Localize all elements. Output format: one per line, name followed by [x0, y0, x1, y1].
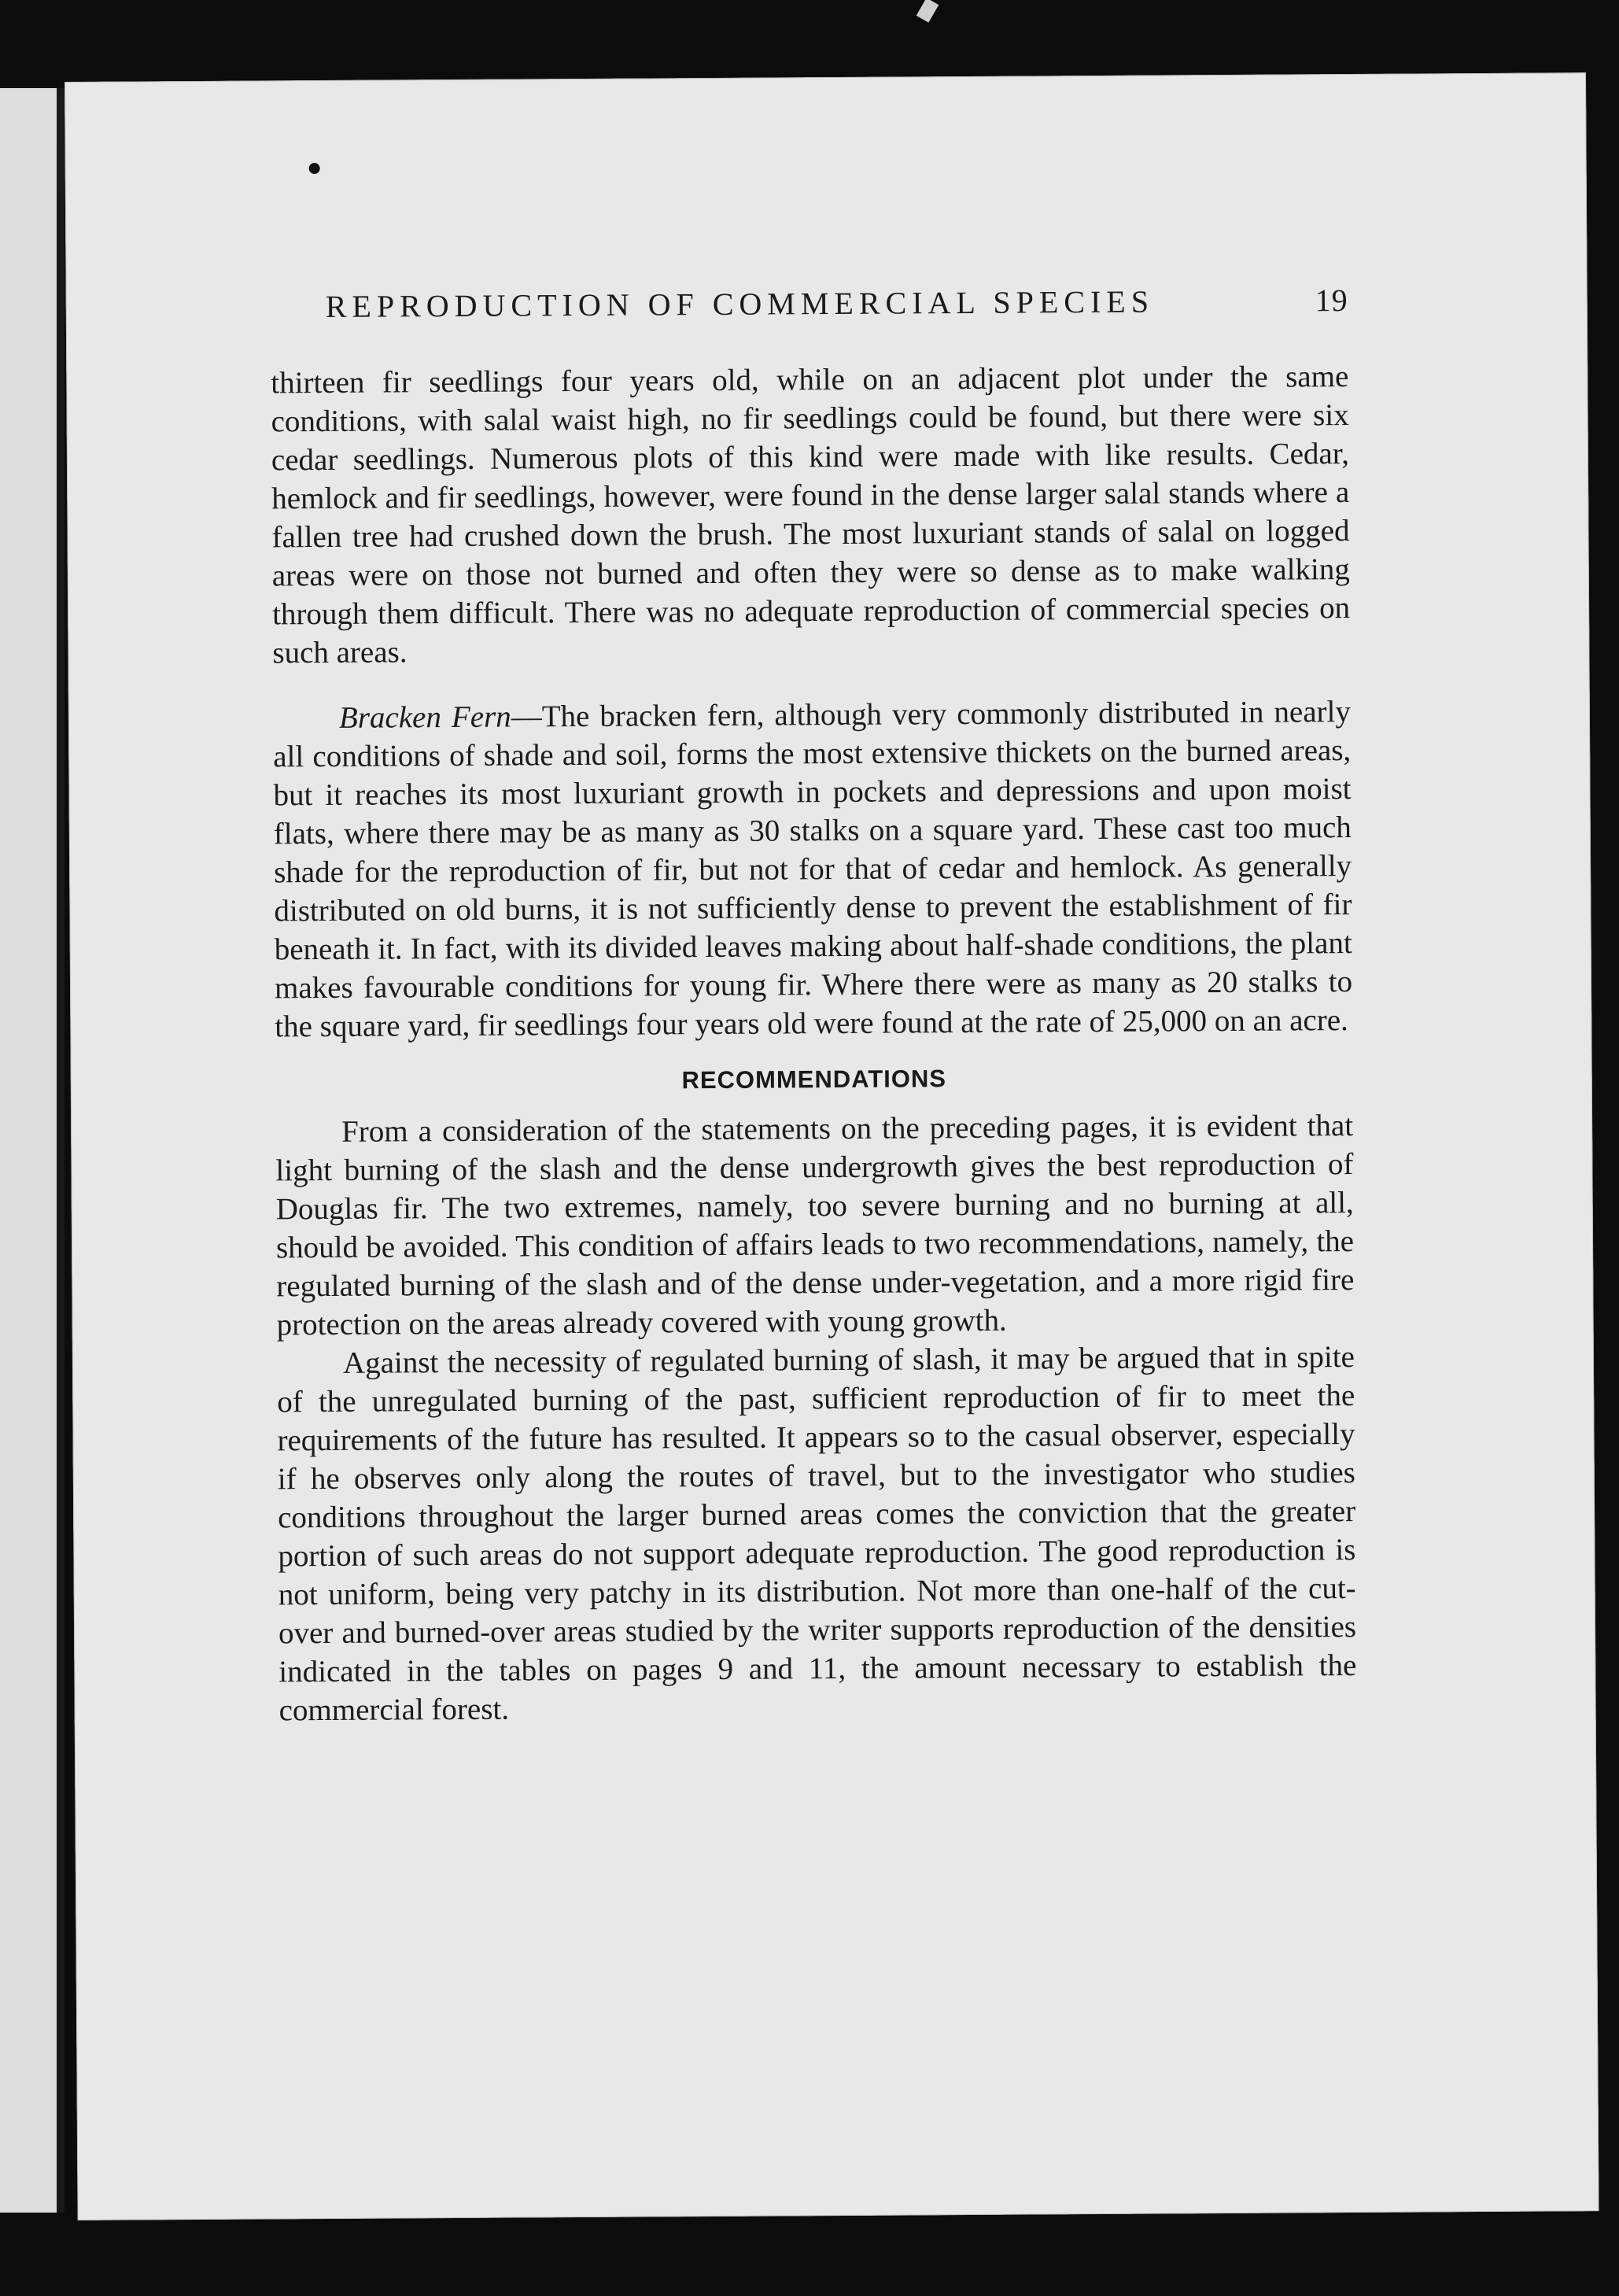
document-page: [65, 72, 1599, 2220]
page-number: 19: [1315, 282, 1348, 319]
paragraph-regulated-burning: Against the necessity of regulated burning of slash, it may be argued that in spite of the unregulated burning of the past, sufficient reproduction of fir to meet the requirements of the future has resulted. It appears so to the casual observer, especially if he observes only along the routes of travel, but to the investigator who studies conditions throughout the larger burned areas comes the conviction that the greater portion of such areas do not support adequate reproduction. The good reproduction is not uniform, being very patchy in its distribution. Not more than one-half of the cut-over and burned-over areas studied by the writer supports reproduction of the densities indicated in the tables on pages 9 and 11, the amount necessary to establish the commercial forest.: [277, 1340, 1357, 1728]
paragraph-recommendations: From a consideration of the statements on the preceding pages, it is evident that light burning of the slash and the dense undergrowth gives the best reproduction of Douglas fir. The two extremes, namely, too severe burning and no burning at all, should be avoided. This condition of affairs leads to two recommendations, namely, the regulated burning of the slash and of the dense under-vegetation, and a more rigid fire protection on the areas already covered with young growth.: [275, 1109, 1355, 1342]
scan-artifact: [916, 0, 939, 23]
facing-page-edge: [0, 88, 63, 2213]
book-gutter: [57, 88, 65, 2213]
paragraph-bracken-fern: [273, 692, 1353, 1046]
body-text: [271, 357, 1357, 1729]
paragraph-salal: thirteen fir seedlings four years old, while on an adjacent plot under the same conditions, with salal waist high, no fir seedlings could be found, but there were six cedar seedlings. Numerous plots of this kind were made with like results. Cedar, hemlock and fir seedlings, however, were found in the dense larger salal stands where a fallen tree had crushed down the brush. The most luxuriant stands of salal on logged areas were on those not burned and often they were so dense as to make walking through them difficult. There was no adequate reproduction of commercial species on such areas.: [271, 360, 1351, 670]
ink-dot: [309, 163, 320, 174]
paragraph-lead-term: Bracken Fern: [338, 700, 511, 735]
paragraph-bracken-text: —The bracken fern, although very commonly distributed in nearly all conditions of shade and soil, forms the most extensive thickets on the burned areas, but it reaches its most luxuriant growth in pockets and depressions and upon moist flats, where there may be as many as 30 stalks on a square yard. These cast too much shade for the reproduction of fir, but not for that of cedar and hemlock. As generally distributed on old burns, it is not sufficiently dense to prevent the establishment of fir beneath it. In fact, with its divided leaves making about half-shade conditions, the plant makes favourable conditions for young fir. Where there were as many as 20 stalks to the square yard, fir seedlings four years old were found at the rate of 25,000 on an acre.: [273, 695, 1353, 1044]
running-header: [326, 282, 1348, 325]
section-heading: RECOMMENDATIONS: [681, 1065, 947, 1094]
running-title: REPRODUCTION OF COMMERCIAL SPECIES: [325, 283, 1155, 324]
